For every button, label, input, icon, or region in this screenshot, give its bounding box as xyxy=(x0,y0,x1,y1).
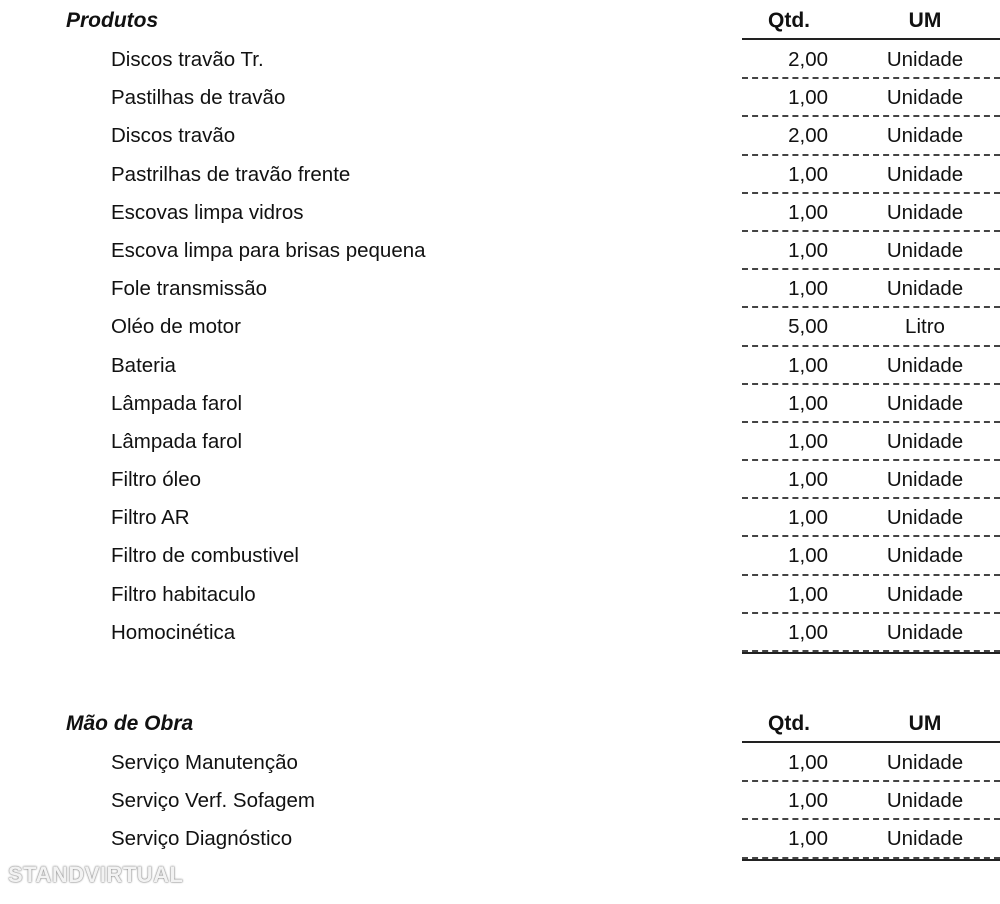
watermark-logo: STANDVIRTUAL xyxy=(8,862,184,887)
table-row xyxy=(0,78,1000,116)
item-um: Unidade xyxy=(886,124,964,148)
mao-de-obra-qty-header: Qtd. xyxy=(768,712,810,735)
row-divider xyxy=(742,652,1000,654)
item-um: Unidade xyxy=(886,391,964,415)
item-name: Filtro AR xyxy=(111,506,190,530)
item-um: Unidade xyxy=(886,544,964,568)
produtos-title: Produtos xyxy=(66,9,159,32)
table-row xyxy=(0,743,1000,781)
item-name: Homocinética xyxy=(111,620,236,644)
item-um: Unidade xyxy=(886,827,964,851)
mao-de-obra-list xyxy=(0,743,1000,858)
item-name: Escovas limpa vidros xyxy=(111,200,304,224)
table-row xyxy=(0,384,1000,422)
table-row xyxy=(0,422,1000,460)
item-name: Serviço Diagnóstico xyxy=(111,827,293,851)
produtos-header xyxy=(0,2,1000,40)
item-um: Unidade xyxy=(886,789,964,813)
item-qty: 1,00 xyxy=(788,162,828,186)
item-name: Filtro habitaculo xyxy=(111,582,256,606)
row-divider xyxy=(742,859,1000,861)
mao-de-obra-um-header: UM xyxy=(908,712,942,735)
item-name: Discos travão xyxy=(111,124,236,148)
produtos-section xyxy=(0,2,1000,651)
table-row xyxy=(0,155,1000,193)
item-qty: 1,00 xyxy=(788,353,828,377)
item-um: Unidade xyxy=(886,468,964,492)
produtos-um-header: UM xyxy=(908,9,942,32)
item-qty: 1,00 xyxy=(788,506,828,530)
item-um: Unidade xyxy=(886,277,964,301)
item-um: Unidade xyxy=(886,200,964,224)
row-divider xyxy=(742,857,1000,859)
table-row xyxy=(0,116,1000,154)
table-row xyxy=(0,193,1000,231)
item-um: Unidade xyxy=(886,238,964,262)
item-qty: 1,00 xyxy=(788,751,828,774)
item-name: Pastilhas de travão xyxy=(111,86,286,110)
item-qty: 1,00 xyxy=(788,789,828,813)
item-qty: 5,00 xyxy=(788,315,828,339)
item-name: Fole transmissão xyxy=(111,277,268,301)
row-divider xyxy=(742,650,1000,652)
table-row xyxy=(0,498,1000,536)
item-um: Unidade xyxy=(886,582,964,606)
item-name: Pastrilhas de travão frente xyxy=(111,162,351,186)
item-name: Discos travão Tr. xyxy=(111,48,264,71)
item-qty: 1,00 xyxy=(788,544,828,568)
table-row xyxy=(0,307,1000,345)
item-name: Oléo de motor xyxy=(111,315,241,339)
table-row xyxy=(0,460,1000,498)
item-um: Unidade xyxy=(886,48,964,71)
item-qty: 1,00 xyxy=(788,582,828,606)
item-qty: 1,00 xyxy=(788,468,828,492)
item-qty: 1,00 xyxy=(788,200,828,224)
item-qty: 1,00 xyxy=(788,391,828,415)
item-qty: 1,00 xyxy=(788,277,828,301)
item-qty: 1,00 xyxy=(788,429,828,453)
table-row xyxy=(0,40,1000,78)
item-name: Filtro óleo xyxy=(111,468,202,492)
item-name: Bateria xyxy=(111,353,176,377)
item-name: Lâmpada farol xyxy=(111,429,243,453)
item-um: Unidade xyxy=(886,353,964,377)
produtos-qty-header: Qtd. xyxy=(768,9,810,32)
item-qty: 2,00 xyxy=(788,48,828,71)
item-um: Unidade xyxy=(886,751,964,774)
item-name: Lâmpada farol xyxy=(111,391,243,415)
produtos-list xyxy=(0,40,1000,651)
table-row xyxy=(0,346,1000,384)
table-row xyxy=(0,613,1000,651)
mao-de-obra-title: Mão de Obra xyxy=(66,712,194,735)
item-um: Unidade xyxy=(886,429,964,453)
item-um: Unidade xyxy=(886,506,964,530)
item-um: Unidade xyxy=(886,162,964,186)
item-name: Serviço Manutenção xyxy=(111,751,298,774)
mao-de-obra-section xyxy=(0,705,1000,858)
item-name: Serviço Verf. Sofagem xyxy=(111,789,315,813)
item-qty: 1,00 xyxy=(788,238,828,262)
item-name: Filtro de combustivel xyxy=(111,544,299,568)
item-name: Escova limpa para brisas pequena xyxy=(111,238,426,262)
item-um: Unidade xyxy=(886,620,964,644)
table-row xyxy=(0,536,1000,574)
item-qty: 2,00 xyxy=(788,124,828,148)
table-row xyxy=(0,269,1000,307)
table-row xyxy=(0,231,1000,269)
item-um: Litro xyxy=(905,315,945,339)
table-row xyxy=(0,819,1000,857)
table-row xyxy=(0,575,1000,613)
item-qty: 1,00 xyxy=(788,827,828,851)
table-row xyxy=(0,781,1000,819)
item-um: Unidade xyxy=(886,86,964,110)
item-qty: 1,00 xyxy=(788,620,828,644)
item-qty: 1,00 xyxy=(788,86,828,110)
mao-de-obra-header xyxy=(0,705,1000,743)
